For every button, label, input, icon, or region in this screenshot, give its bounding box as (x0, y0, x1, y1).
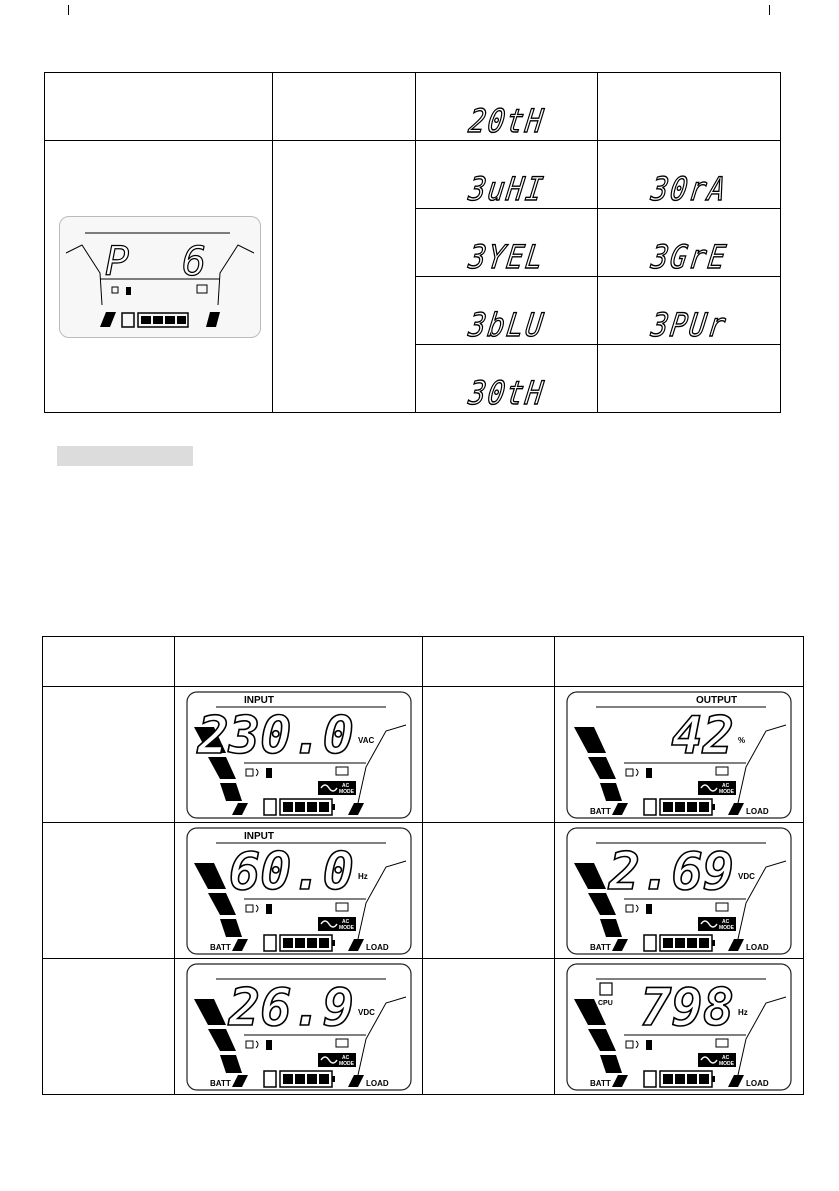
code-cell (416, 209, 598, 277)
lcd-value: 2.69 (608, 841, 734, 902)
lcd-value: 42 (671, 705, 734, 766)
battery-level-bar (699, 1074, 709, 1084)
lcd-value: 26.9 (228, 977, 354, 1038)
battery-level-bar (307, 1074, 317, 1084)
battery-level-bar (675, 1074, 685, 1084)
battery-level-bar (307, 802, 317, 812)
ups-icon (646, 1040, 652, 1050)
ups-icon (126, 287, 131, 295)
battery-tip (712, 1076, 715, 1082)
segment-code: 3PUr (649, 306, 730, 345)
battery-level-bar (699, 802, 709, 812)
lcd-panel (186, 963, 412, 1091)
lcd-value: 60.0 (228, 841, 354, 902)
lcd-value: 798 (640, 977, 734, 1038)
mode-label: MODE (719, 924, 734, 931)
segment-code: 3uHI (466, 170, 548, 209)
cpu-label: CPU (598, 999, 613, 1007)
upper-table (44, 72, 781, 413)
lcd-p6-svg (60, 217, 260, 337)
load-label: LOAD (746, 806, 769, 816)
lcd-big-left: P (105, 238, 130, 285)
upper-header-cell-4 (598, 73, 781, 141)
battery-level-bar (319, 1074, 329, 1084)
segment-code: 3GrE (649, 238, 730, 277)
mode-label: MODE (338, 788, 354, 795)
lcd-unit: % (738, 735, 746, 745)
lcd-panel (186, 827, 412, 955)
battery-level-bar (675, 802, 685, 812)
ups-icon (266, 768, 272, 778)
segment-code: 30rA (649, 170, 730, 209)
load-label: LOAD (365, 942, 389, 952)
ups-icon (266, 1040, 272, 1050)
ac-label: AC (341, 918, 349, 925)
battery-level-bar (663, 1074, 673, 1084)
batt-label: BATT (590, 1078, 611, 1088)
battery-level-bar (295, 938, 305, 948)
upper-empty-cell (273, 141, 416, 413)
mode-label: MODE (338, 1060, 354, 1067)
lcd-top-label: INPUT (243, 830, 274, 842)
lcd-top-label: INPUT (243, 694, 274, 706)
lower-header-cell-3 (423, 637, 555, 687)
lcd-unit: VDC (738, 871, 755, 881)
lcd-panel (566, 827, 792, 955)
battery-level-bar (283, 1074, 293, 1084)
lower-empty-cell (43, 959, 175, 1095)
lower-empty-cell (43, 823, 175, 959)
mode-label: MODE (719, 1060, 734, 1067)
lcd-value: 230.0 (196, 705, 354, 766)
batt-label: BATT (209, 942, 231, 952)
lcd-big-right: 6 (182, 238, 207, 285)
segment-code: 20tH (466, 102, 548, 141)
lower-empty-cell (423, 959, 555, 1095)
battery-level-bar (699, 938, 709, 948)
battery-level-bar (663, 938, 673, 948)
lower-empty-cell (43, 687, 175, 823)
load-label: LOAD (746, 942, 769, 952)
code-cell (416, 345, 598, 413)
code-cell (598, 277, 781, 345)
lcd-panel (566, 691, 792, 819)
battery-level-bar (319, 938, 329, 948)
ac-label: AC (722, 1054, 730, 1061)
lcd-top-label: OUTPUT (696, 694, 738, 706)
batt-label: BATT (209, 1078, 231, 1088)
battery-level-bar (687, 938, 697, 948)
lower-empty-cell (423, 687, 555, 823)
battery-tip (332, 1076, 335, 1082)
segment-code: 30tH (466, 374, 548, 413)
ups-icon (646, 768, 652, 778)
battery-level-bar (295, 1074, 305, 1084)
upper-header-cell-3 (416, 73, 598, 141)
code-cell (416, 141, 598, 209)
ac-label: AC (341, 782, 349, 789)
ups-icon (266, 904, 272, 914)
lower-header-cell-1 (43, 637, 175, 687)
lcd-unit: Hz (738, 1007, 748, 1017)
battery-level-bar (675, 938, 685, 948)
load-label: LOAD (365, 1078, 389, 1088)
battery-level-bar (687, 1074, 697, 1084)
upper-lcd-cell (45, 141, 273, 413)
lcd-panel (566, 963, 792, 1091)
segment-code: 3YEL (466, 238, 548, 277)
battery-tip (332, 804, 335, 810)
battery-level-bar (687, 802, 697, 812)
battery-level-bar (283, 938, 293, 948)
code-cell (416, 277, 598, 345)
printer-icon (197, 285, 207, 293)
lcd-unit: Hz (357, 871, 368, 881)
ups-icon (646, 904, 652, 914)
code-cell (598, 209, 781, 277)
segment-code: 3bLU (466, 306, 548, 345)
upper-header-cell-1 (45, 73, 273, 141)
lcd-cell (175, 823, 423, 959)
battery-level-bar (319, 802, 329, 812)
lower-header-cell-4 (555, 637, 804, 687)
upper-header-cell-2 (273, 73, 416, 141)
code-cell (598, 141, 781, 209)
lcd-unit: VAC (357, 735, 374, 745)
pc-icon (112, 287, 118, 293)
lcd-panel (186, 691, 412, 819)
batt-label: BATT (590, 942, 611, 952)
lower-header-cell-2 (175, 637, 423, 687)
battery-cap-icon (122, 313, 134, 327)
lcd-cell (175, 959, 423, 1095)
lcd-unit: VDC (357, 1007, 375, 1017)
battery-tip (712, 804, 715, 810)
grey-highlight-bar (57, 446, 193, 466)
lower-table (42, 636, 804, 1095)
battery-level-bar (307, 938, 317, 948)
mode-label: MODE (719, 788, 734, 795)
ac-label: AC (341, 1054, 349, 1061)
mode-label: MODE (338, 924, 354, 931)
code-cell (598, 345, 781, 413)
batt-label: BATT (590, 806, 611, 816)
crop-mark-right (769, 5, 770, 15)
lower-empty-cell (423, 823, 555, 959)
lcd-cell (555, 687, 804, 823)
lcd-cell (555, 823, 804, 959)
ac-label: AC (722, 918, 730, 925)
battery-tip (332, 940, 335, 946)
lcd-cell (555, 959, 804, 1095)
battery-level-bar (663, 802, 673, 812)
battery-level-bar (283, 802, 293, 812)
crop-mark-left (68, 5, 69, 15)
ac-label: AC (722, 782, 730, 789)
battery-level-bar (295, 802, 305, 812)
lcd-cell (175, 687, 423, 823)
lcd-display-p6 (59, 216, 261, 338)
load-label: LOAD (746, 1078, 769, 1088)
battery-tip (712, 940, 715, 946)
segment-code (598, 408, 781, 413)
